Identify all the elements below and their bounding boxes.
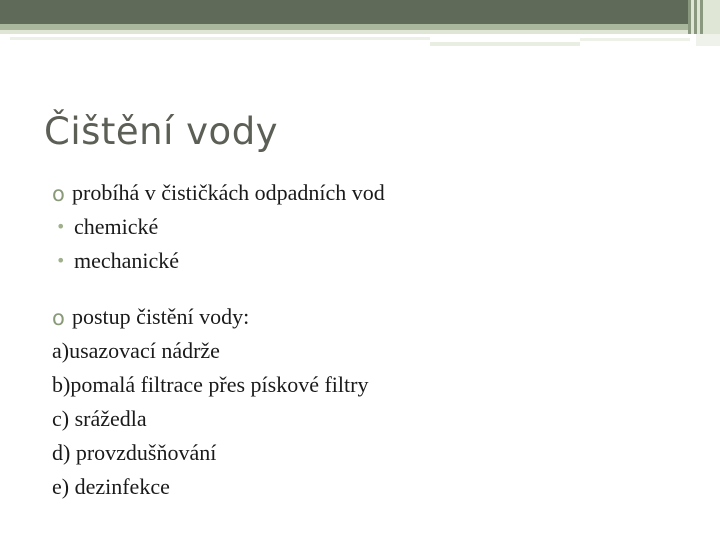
header-underline (10, 37, 430, 40)
o-circle-bullet-icon: o (52, 306, 65, 330)
header-band (0, 0, 720, 24)
header-stripe (700, 0, 703, 34)
header-corner-block-2 (688, 0, 720, 34)
header-stripe (694, 0, 697, 34)
step-item: d) provzdušňování (52, 440, 217, 465)
sub-list-item-text: chemické (74, 214, 159, 239)
step-item: e) dezinfekce (52, 474, 170, 499)
slide-content (52, 176, 692, 504)
step-item: c) srážedla (52, 406, 147, 431)
list-item-text: probíhá v čističkách odpadních vod (72, 180, 385, 205)
header-stripe (688, 0, 691, 34)
list-item (52, 300, 692, 334)
slide-title: Čištění vody (44, 110, 279, 153)
header-underline (430, 42, 580, 46)
dot-bullet-icon: • (56, 251, 66, 270)
header-band-pale (0, 30, 720, 34)
sub-list-item-text: mechanické (74, 248, 180, 273)
sub-list-item (52, 244, 692, 278)
list-item (52, 176, 692, 210)
dot-bullet-icon: • (56, 217, 66, 236)
o-circle-bullet-icon: o (52, 182, 65, 206)
list-item-text: postup čistění vody: (72, 304, 250, 329)
sub-list-item (52, 210, 692, 244)
step-item: a)usazovací nádrže (52, 338, 220, 363)
step-item: b)pomalá filtrace přes pískové filtry (52, 372, 369, 397)
spacer (52, 278, 692, 300)
header-underline (580, 38, 690, 41)
